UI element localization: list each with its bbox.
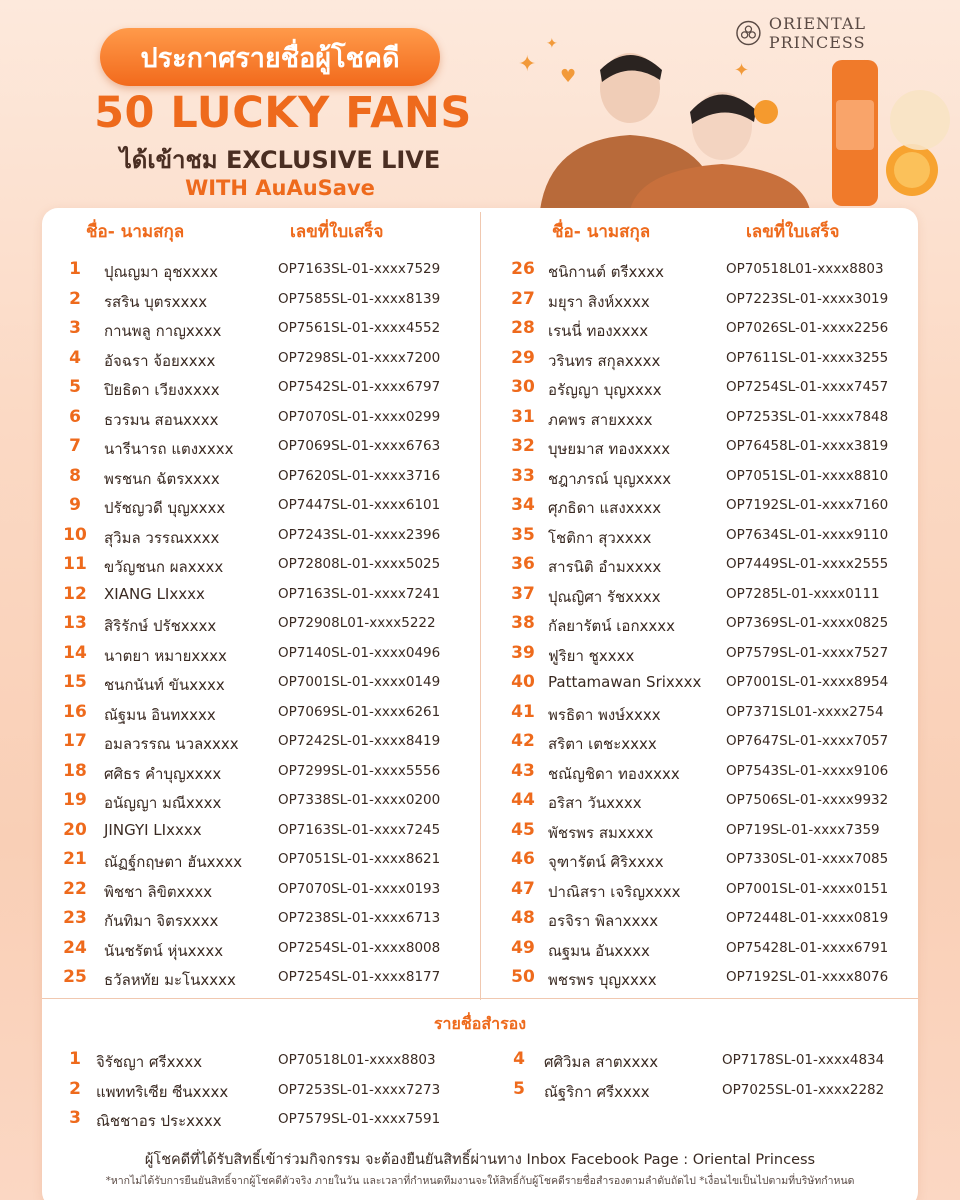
column-divider	[480, 212, 481, 1000]
row-number: 1	[69, 1049, 81, 1069]
row-number: 21	[63, 849, 87, 869]
row-receipt: OP7163SL-01-xxxx7245	[278, 821, 441, 838]
winner-row	[56, 285, 476, 315]
winner-row	[56, 757, 476, 787]
winner-row	[56, 580, 476, 610]
row-name: XIANG LIxxxx	[104, 584, 205, 603]
row-receipt: OP70518L01-xxxx8803	[278, 1052, 436, 1068]
row-receipt: OP7330SL-01-xxxx7085	[726, 851, 889, 867]
column-header-name-left: ชื่อ- นามสกุล	[86, 222, 185, 242]
winner-row	[504, 373, 914, 403]
sparkle-icon: ✦	[518, 52, 537, 77]
row-name: นาตยา หมายxxxx	[104, 646, 227, 665]
row-name: ณฐมน อันxxxx	[548, 941, 650, 960]
row-name: ปรัชญวดี บุญxxxx	[104, 499, 226, 517]
winner-row	[504, 757, 914, 787]
winner-row	[56, 432, 476, 462]
row-number: 44	[511, 790, 535, 810]
row-receipt: OP7371SL01-xxxx2754	[726, 703, 884, 720]
row-number: 39	[511, 642, 535, 663]
row-name: อรัญญา บุญxxxx	[548, 381, 662, 399]
row-number: 18	[63, 760, 87, 781]
row-receipt: OP719SL-01-xxxx7359	[726, 821, 880, 838]
winner-row	[504, 875, 914, 905]
row-receipt: OP7253SL-01-xxxx7848	[726, 408, 889, 425]
reserve-row	[56, 1105, 476, 1135]
row-receipt: OP7561SL-01-xxxx4552	[278, 320, 441, 336]
row-receipt: OP7506SL-01-xxxx9932	[726, 792, 889, 808]
row-name: จิรัชญา ศรีxxxx	[96, 1053, 203, 1071]
row-name: ปุณญิศา รัชxxxx	[548, 587, 661, 606]
winner-row	[56, 403, 476, 433]
row-receipt: OP7001SL-01-xxxx0151	[726, 880, 889, 897]
reserve-title: รายชื่อสำรอง	[433, 1014, 527, 1033]
row-name: สุวิมล วรรณxxxx	[104, 528, 220, 547]
row-number: 10	[63, 524, 87, 545]
row-name: กานพลู กาญxxxx	[104, 322, 222, 340]
row-name: ธวัลหทัย มะโนxxxx	[104, 971, 236, 989]
row-name: อรจิรา พิลาxxxx	[548, 912, 659, 930]
row-name: กัลยารัตน์ เอกxxxx	[548, 617, 676, 635]
row-name: ณัฏฐ์กฤษตา ฮันxxxx	[104, 853, 243, 871]
row-name: ขวัญชนก ผลxxxx	[104, 558, 224, 576]
winner-row	[504, 432, 914, 462]
row-receipt: OP7338SL-01-xxxx0200	[278, 792, 441, 808]
row-receipt: OP76458L-01-xxxx3819	[726, 438, 889, 454]
row-receipt: OP7051SL-01-xxxx8621	[278, 851, 441, 867]
row-receipt: OP70518L01-xxxx8803	[726, 261, 884, 277]
row-name: ณัฐมน อินทxxxx	[104, 705, 216, 724]
row-receipt: OP7647SL-01-xxxx7057	[726, 733, 889, 749]
row-number: 22	[63, 878, 87, 899]
row-number: 3	[69, 1108, 81, 1128]
winner-row	[56, 462, 476, 492]
row-name: ภคพร สายxxxx	[548, 410, 653, 429]
row-number: 28	[511, 318, 535, 338]
row-receipt: OP7051SL-01-xxxx8810	[726, 467, 889, 484]
row-receipt: OP7543SL-01-xxxx9106	[726, 762, 889, 779]
winner-row	[56, 816, 476, 846]
row-number: 12	[63, 583, 87, 604]
row-number: 50	[511, 967, 535, 987]
row-number: 15	[63, 672, 87, 692]
row-name: ศศิวิมล สาตxxxx	[544, 1053, 659, 1071]
winner-row	[504, 314, 914, 344]
brand-name: ORIENTAL PRINCESS	[768, 14, 866, 52]
row-receipt: OP7178SL-01-xxxx4834	[722, 1052, 885, 1068]
winner-row	[56, 373, 476, 403]
winner-row	[56, 786, 476, 816]
winner-row	[56, 934, 476, 964]
row-number: 40	[511, 672, 535, 692]
winners-list-left	[56, 255, 476, 993]
row-name: ชณัญชิดา ทองxxxx	[548, 764, 680, 783]
row-receipt: OP7070SL-01-xxxx0193	[278, 880, 441, 897]
row-name: ณัฐริกา ศรีxxxx	[544, 1082, 650, 1101]
row-receipt: OP7192SL-01-xxxx8076	[726, 969, 889, 985]
row-receipt: OP7243SL-01-xxxx2396	[278, 526, 441, 543]
winner-row	[56, 845, 476, 875]
winner-row	[504, 904, 914, 934]
reserve-row	[500, 1046, 910, 1076]
row-number: 49	[511, 937, 535, 958]
row-number: 5	[513, 1078, 525, 1099]
row-number: 27	[511, 288, 535, 309]
winner-row	[56, 963, 476, 993]
winner-row	[504, 255, 914, 285]
winner-row	[504, 491, 914, 521]
row-number: 11	[63, 554, 87, 574]
row-number: 17	[63, 731, 87, 751]
row-name: รสริน บุตรxxxx	[104, 292, 208, 311]
row-name: พัชรพร สมxxxx	[548, 823, 654, 842]
reserve-list-left	[56, 1046, 476, 1135]
winner-row	[504, 786, 914, 816]
row-name: นารีนารถ แตงxxxx	[104, 440, 234, 458]
row-name: ณิชชาอร ประxxxx	[96, 1112, 222, 1130]
sparkle-icon: ✦	[734, 60, 750, 81]
row-number: 31	[511, 406, 535, 427]
row-number: 42	[511, 731, 535, 751]
column-header-receipt-right: เลขที่ใบเสร็จ	[746, 222, 840, 242]
row-name: Pattamawan Srixxxx	[548, 673, 702, 691]
winner-row	[56, 314, 476, 344]
row-receipt: OP7026SL-01-xxxx2256	[726, 320, 889, 336]
row-number: 26	[511, 259, 535, 279]
row-number: 4	[69, 347, 81, 368]
winner-row	[504, 580, 914, 610]
row-number: 45	[511, 819, 535, 840]
winner-row	[56, 491, 476, 521]
winner-row	[56, 639, 476, 669]
row-number: 37	[511, 583, 535, 604]
footer-note: ผู้โชคดีที่ได้รับสิทธิ์เข้าร่วมกิจกรรม จะต้องยืนยันสิทธิ์ผ่านทาง Inbox Facebook Page : Oriental Princess	[144, 1152, 816, 1168]
row-number: 14	[63, 642, 87, 663]
row-name: พชรพร บุญxxxx	[548, 971, 657, 989]
winner-row	[56, 255, 476, 285]
row-name: พิชชา ลิขิตxxxx	[104, 882, 213, 901]
row-receipt: OP7254SL-01-xxxx8008	[278, 939, 441, 956]
row-name: ปิยธิดา เวียงxxxx	[104, 381, 220, 399]
subtitle-with: WITH AuAuSave	[185, 176, 375, 200]
reserve-list-right	[500, 1046, 910, 1105]
row-number: 34	[511, 495, 535, 515]
row-name: ฟูริยา ชูxxxx	[548, 646, 635, 665]
row-receipt: OP7069SL-01-xxxx6261	[278, 703, 441, 720]
announce-pill: ประกาศรายชื่อผู้โชคดี	[100, 28, 440, 86]
footer-disclaimer: *หากไม่ได้รับการยืนยันสิทธิ์จากผู้โชคดีตัวจริง ภายในวัน และเวลาที่กำหนดทีมงานจะให้สิทธิ์กับผู้โชคดีรายชื่อสำรองตามลำดับถัดไป *เงื่อนไขเป็นไปตามที่บริษัทกำหนด	[105, 1175, 855, 1187]
winner-row	[504, 845, 914, 875]
winner-row	[56, 698, 476, 728]
row-receipt: OP7254SL-01-xxxx7457	[726, 379, 889, 395]
row-name: นันชรัตน์ หุ่นxxxx	[104, 941, 224, 960]
row-receipt: OP7254SL-01-xxxx8177	[278, 969, 441, 985]
column-header-name-right: ชื่อ- นามสกุล	[552, 222, 651, 242]
row-receipt: OP72908L01-xxxx5222	[278, 615, 436, 631]
row-receipt: OP75428L-01-xxxx6791	[726, 939, 889, 956]
winner-row	[56, 668, 476, 698]
winner-row	[504, 550, 914, 580]
row-name: อัจฉรา จ้อยxxxx	[104, 351, 216, 370]
row-number: 20	[63, 819, 87, 840]
row-receipt: OP72448L-01-xxxx0819	[726, 910, 889, 926]
row-number: 1	[69, 259, 81, 279]
row-number: 29	[511, 347, 535, 368]
row-receipt: OP7620SL-01-xxxx3716	[278, 467, 441, 484]
row-name: เรนนี่ ทองxxxx	[548, 322, 649, 340]
row-number: 33	[511, 465, 535, 486]
row-receipt: OP7585SL-01-xxxx8139	[278, 290, 441, 307]
row-name: ชนกนันท์ ขันxxxx	[104, 676, 225, 694]
row-name: JINGYI LIxxxx	[104, 820, 202, 839]
row-receipt: OP7579SL-01-xxxx7591	[278, 1111, 441, 1127]
winner-row	[56, 904, 476, 934]
row-number: 23	[63, 908, 87, 928]
row-number: 9	[69, 495, 81, 515]
row-name: แพททริเซีย ซีนxxxx	[96, 1082, 229, 1101]
row-name: วรินทร สกุลxxxx	[548, 351, 661, 370]
row-name: พรธิดา พงษ์xxxx	[548, 705, 661, 724]
winner-row	[56, 550, 476, 580]
section-divider	[42, 998, 918, 999]
row-receipt: OP7238SL-01-xxxx6713	[278, 910, 441, 926]
winner-row	[56, 875, 476, 905]
winner-row	[56, 609, 476, 639]
row-receipt: OP7140SL-01-xxxx0496	[278, 644, 441, 661]
row-number: 2	[69, 288, 81, 309]
row-name: มยุรา สิงห์xxxx	[548, 292, 650, 311]
row-name: จุฑารัตน์ ศิริxxxx	[548, 853, 664, 871]
reserve-row	[56, 1076, 476, 1106]
winner-row	[504, 609, 914, 639]
row-receipt: OP7242SL-01-xxxx8419	[278, 733, 441, 749]
row-receipt: OP7223SL-01-xxxx3019	[726, 290, 889, 307]
row-receipt: OP7298SL-01-xxxx7200	[278, 349, 441, 366]
row-name: ปุณญมา อุชxxxx	[104, 263, 218, 281]
row-name: อนัญญา มณีxxxx	[104, 794, 222, 812]
winner-row	[504, 639, 914, 669]
row-receipt: OP72808L-01-xxxx5025	[278, 556, 441, 572]
row-receipt: OP7449SL-01-xxxx2555	[726, 556, 889, 572]
row-name: กันทิมา จิตรxxxx	[104, 912, 219, 930]
reserve-row	[56, 1046, 476, 1076]
winner-row	[504, 285, 914, 315]
heart-icon: ♥	[560, 66, 577, 87]
row-receipt: OP7369SL-01-xxxx0825	[726, 615, 889, 631]
row-number: 41	[511, 701, 535, 722]
reserve-row	[500, 1076, 910, 1106]
winner-row	[504, 462, 914, 492]
winner-row	[504, 816, 914, 846]
row-receipt: OP7285L-01-xxxx0111	[726, 585, 880, 602]
row-receipt: OP7001SL-01-xxxx0149	[278, 674, 441, 690]
row-name: อมลวรรณ นวลxxxx	[104, 735, 239, 753]
winner-row	[504, 668, 914, 698]
winner-row	[504, 698, 914, 728]
winner-row	[56, 727, 476, 757]
row-number: 5	[69, 377, 81, 397]
headline: 50 LUCKY FANS	[94, 88, 472, 138]
column-header-receipt-left: เลขที่ใบเสร็จ	[290, 222, 384, 242]
winner-row	[504, 521, 914, 551]
row-number: 30	[511, 377, 535, 397]
row-name: บุษยมาส ทองxxxx	[548, 440, 671, 458]
row-receipt: OP7069SL-01-xxxx6763	[278, 438, 441, 454]
row-number: 36	[511, 554, 535, 574]
row-receipt: OP7163SL-01-xxxx7241	[278, 585, 441, 602]
winner-row	[504, 727, 914, 757]
row-number: 24	[63, 937, 87, 958]
winner-row	[504, 934, 914, 964]
row-name: โชติกา สุวxxxx	[548, 528, 652, 547]
winner-row	[504, 403, 914, 433]
row-name: สิริรักษ์ ปรัชxxxx	[104, 617, 217, 635]
row-number: 7	[69, 436, 81, 456]
row-number: 35	[511, 524, 535, 545]
header	[0, 0, 960, 210]
row-number: 19	[63, 790, 87, 810]
row-receipt: OP7542SL-01-xxxx6797	[278, 379, 441, 395]
row-number: 25	[63, 967, 87, 987]
winner-row	[56, 521, 476, 551]
row-number: 8	[69, 465, 81, 486]
hero-illustration	[480, 40, 960, 210]
row-receipt: OP7634SL-01-xxxx9110	[726, 526, 889, 543]
row-receipt: OP7001SL-01-xxxx8954	[726, 674, 889, 690]
row-name: ธวรมน สอนxxxx	[104, 410, 219, 429]
row-receipt: OP7070SL-01-xxxx0299	[278, 408, 441, 425]
row-name: ปาณิสรา เจริญxxxx	[548, 882, 681, 901]
row-name: อริสา วันxxxx	[548, 794, 642, 812]
row-name: สริตา เตชะxxxx	[548, 735, 657, 753]
row-name: ศศิธร คำบุญxxxx	[104, 764, 222, 783]
row-name: ศุภธิดา แสงxxxx	[548, 499, 662, 517]
row-number: 32	[511, 436, 535, 456]
row-number: 46	[511, 849, 535, 869]
winner-row	[504, 963, 914, 993]
row-number: 16	[63, 701, 87, 722]
row-receipt: OP7579SL-01-xxxx7527	[726, 644, 889, 661]
row-receipt: OP7163SL-01-xxxx7529	[278, 261, 441, 277]
row-number: 3	[69, 318, 81, 338]
row-name: ชฎาภรณ์ บุญxxxx	[548, 469, 672, 488]
row-receipt: OP7611SL-01-xxxx3255	[726, 349, 889, 366]
sparkle-icon: ✦	[546, 36, 558, 52]
row-receipt: OP7447SL-01-xxxx6101	[278, 497, 441, 513]
subtitle-live: ได้เข้าชม EXCLUSIVE LIVE	[119, 146, 441, 174]
row-number: 38	[511, 613, 535, 633]
row-number: 6	[69, 406, 81, 427]
row-number: 13	[63, 613, 87, 633]
winner-row	[56, 344, 476, 374]
winner-row	[504, 344, 914, 374]
row-receipt: OP7025SL-01-xxxx2282	[722, 1081, 885, 1098]
row-receipt: OP7299SL-01-xxxx5556	[278, 762, 441, 779]
row-name: ชนิกานต์ ตรีxxxx	[548, 263, 665, 281]
row-name: สารนิติ อำมxxxx	[548, 558, 662, 576]
row-number: 48	[511, 908, 535, 928]
row-number: 2	[69, 1078, 81, 1099]
row-number: 43	[511, 760, 535, 781]
row-receipt: OP7192SL-01-xxxx7160	[726, 497, 889, 513]
row-number: 47	[511, 878, 535, 899]
winners-list-right	[504, 255, 914, 993]
row-name: พรชนก ฉัตรxxxx	[104, 469, 220, 488]
row-number: 4	[513, 1049, 525, 1069]
row-receipt: OP7253SL-01-xxxx7273	[278, 1081, 441, 1098]
